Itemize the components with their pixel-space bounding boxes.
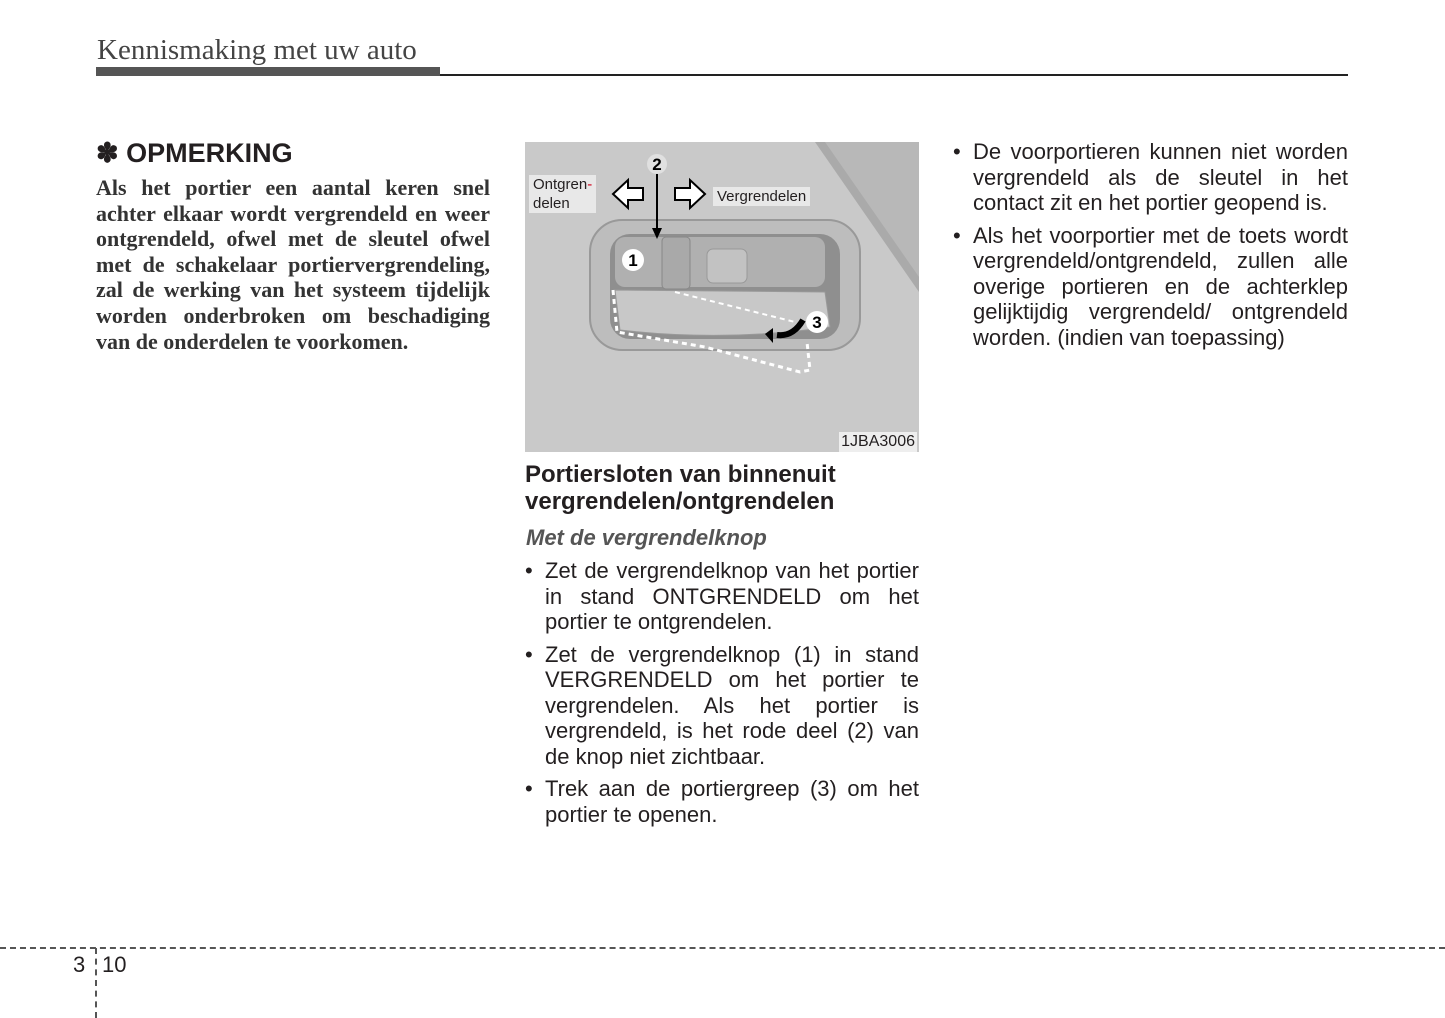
section-bullets [525,558,919,834]
header-bar [96,67,440,76]
list-item: • Trek aan de portiergreep (3) om het portier te openen. [525,776,919,827]
door-handle-figure [525,142,919,452]
note-body: Als het portier een aantal keren snel achter elkaar wordt vergrendeld en weer ontgrendeld, ofwel met de sleutel ofwel met de schakelaar portiervergrendeling, zal de werking van het systeem tijdelijk worden onderbroken om beschadiging van de onderdelen te voorkomen. [96,175,490,354]
note-title: OPMERKING [126,138,293,168]
note-heading [96,138,293,169]
asterisk-icon: ✽ [96,138,119,168]
list-item: • Zet de vergrendelknop (1) in stand VERGRENDELD om het portier te vergrendelen. Als het portier is vergrendeld, is het rode deel (2) van de knop niet zichtbaar. [525,642,919,770]
unlock-label-part2: delen [533,195,570,212]
callout-3: 3 [812,313,822,332]
page-number: 10 [102,952,127,977]
running-header: Kennismaking met uw auto [97,34,417,66]
callout-2: 2 [652,155,662,174]
list-item: • Zet de vergrendelknop van het portier in stand ONTGRENDELD om het portier te ontgrendelen. [525,558,919,635]
callout-1: 1 [628,251,638,270]
lock-label: Vergrendelen [713,187,810,206]
list-item: • Als het voorportier met de toets wordt vergrendeld/ontgrendeld, zullen alle overige portieren en de achterklep gelijktijdig vergrendeld/ ontgrendeld worden. (indien van toepassing) [953,223,1348,351]
footer-rule [0,947,1445,949]
footer-divider [95,948,97,1018]
list-item: • De voorportieren kunnen niet worden vergrendeld als de sleutel in het contact zit en het portier geopend is. [953,139,1348,216]
right-bullets [953,139,1348,357]
unlock-label [529,175,596,213]
hyphen: - [587,176,593,193]
figure-code: 1JBA3006 [841,433,915,450]
header-rule [440,74,1348,76]
chapter-number: 3 [73,952,86,977]
unlock-label-part1: Ontgren [533,176,588,193]
section-subtitle: Met de vergrendelknop [526,525,767,550]
section-title: Portiersloten van binnenuit vergrendelen/ontgrendelen [525,461,836,515]
